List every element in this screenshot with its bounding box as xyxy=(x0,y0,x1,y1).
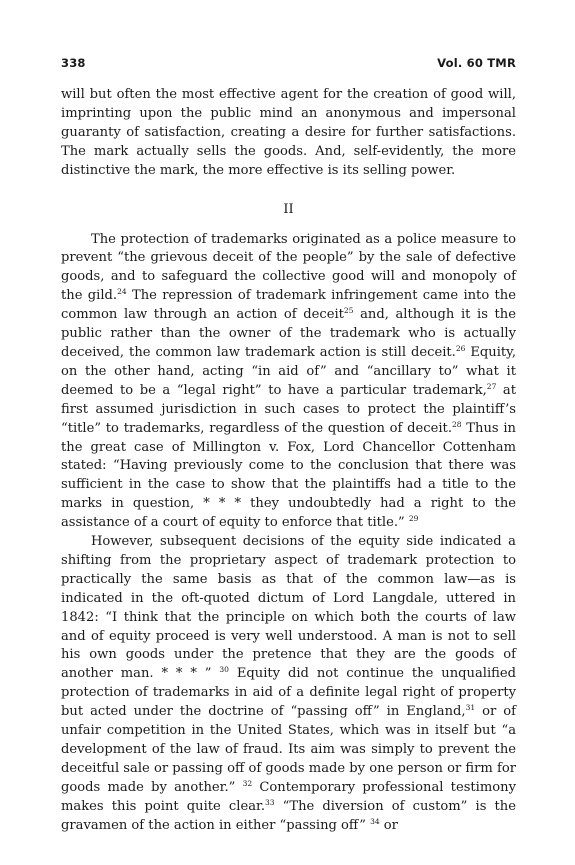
sentence: Thus in the great case of Millington v. Fox, Lord Chancellor Cottenham stated: “Having previously come to the conclusion that there was sufficient in the case to show that the plaintiffs had a title to the marks in question, * * * they undoubtedly had a right to the assistance of a court of equity to enforce that title.” xyxy=(61,420,516,531)
sentence: Equity did not continue the unqualified protection of trademarks in aid of a definite legal right of property but acted under the doctrine of “passing off” in England, xyxy=(61,666,516,720)
footnote-ref-28: 28 xyxy=(451,419,462,429)
sentence: or xyxy=(379,817,398,833)
sentence: at first assumed jurisdiction in such cases to protect the plaintiff’s “title” to trademarks, regardless of the question of deceit. xyxy=(61,382,516,436)
sentence: Equity, on the other hand, acting “in aid of” and “ancillary to” what it deemed to be a “legal right” to have a particular trademark, xyxy=(61,344,516,398)
paragraph-continued: will but often the most effective agent for the creation of good will, imprinting upon the public mind an anonymous and impersonal guaranty of satisfaction, creating a desire for further satisfactions. The mark actually sells the goods. And, self-evidently, the more distinctive the mark, the more effective is its selling power. xyxy=(61,87,516,178)
section-heading: II xyxy=(283,201,294,217)
body-text xyxy=(61,86,516,836)
sentence: The protection of trademarks originated as a police measure to prevent “the grievous deceit of the people” by the sale of defective goods, and to safeguard the collective good will and monopoly of the gild. xyxy=(61,231,516,304)
sentence: Contemporary professional testimony makes this point quite clear. xyxy=(61,779,516,814)
footnote-ref-30: 30 xyxy=(219,665,229,675)
footnote-ref-34: 34 xyxy=(370,816,380,826)
journal-volume: Vol. 60 TMR xyxy=(437,56,516,70)
footnote-ref-32: 32 xyxy=(242,778,253,788)
running-header xyxy=(61,56,516,86)
page-number: 338 xyxy=(61,56,86,70)
sentence: The repression of trademark infringement came into the common law through an action of deceit xyxy=(61,288,516,323)
sentence: or of unfair competition in the United States, which was in itself but “a development of the law of fraud. Its aim was simply to prevent the deceitful sale or passing off of goods made by one person or firm for goods made by another.” xyxy=(61,704,516,795)
paragraph-trademark-origins xyxy=(61,231,516,534)
sentence: However, subsequent decisions of the equity side indicated a shifting from the proprietary aspect of trademark protection to practically the same basis as that of the common law—as is indicated in the oft-quoted dictum of Lord Langdale, uttered in 1842: “I think that the principle on which both the courts of law and of equity proceed is very well understood. A man is not to sell his own goods under the pretence that they are the goods of another man. * * * ” xyxy=(61,534,516,682)
footnote-ref-33: 33 xyxy=(265,797,275,807)
footnote-ref-31: 31 xyxy=(465,703,476,713)
sentence: and, although it is the public rather than the owner of the trademark who is actually deceived, the common law trademark action is still deceit. xyxy=(61,307,516,360)
footnote-ref-27: 27 xyxy=(486,381,497,391)
footnote-ref-26: 26 xyxy=(455,343,466,353)
paragraph-equity-shift xyxy=(61,533,516,836)
sentence: “The diversion of custom” is the gravamen of the action in either “passing off” xyxy=(61,798,516,833)
footnote-ref-24: 24 xyxy=(117,287,127,297)
footnote-ref-25: 25 xyxy=(343,306,354,316)
footnote-ref-29: 29 xyxy=(408,514,419,524)
